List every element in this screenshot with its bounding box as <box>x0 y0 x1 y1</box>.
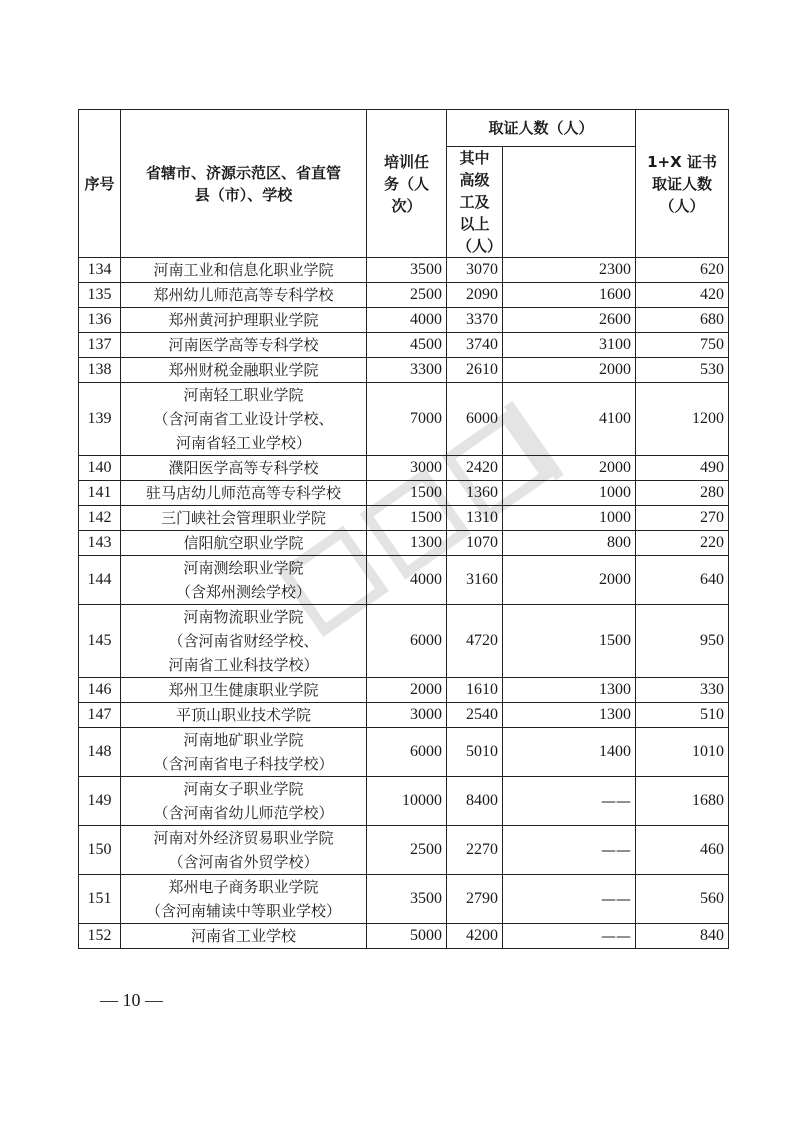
table-row <box>79 728 729 777</box>
row-certified-senior: 1000 <box>503 506 636 531</box>
row-school-name <box>121 556 367 605</box>
header-index: 序号 <box>79 110 121 258</box>
table-row <box>79 506 729 531</box>
row-1x-certified: 530 <box>636 358 729 383</box>
row-index: 136 <box>79 308 121 333</box>
row-training-task: 10000 <box>367 777 447 826</box>
table-row <box>79 678 729 703</box>
school-name-line: 郑州电子商务职业学院 <box>168 878 319 896</box>
row-school-name <box>121 333 367 358</box>
row-school-name <box>121 605 367 678</box>
school-name-line: 三门峡社会管理职业学院 <box>160 509 326 527</box>
row-certified-senior: —— <box>503 875 636 924</box>
school-name-line: 河南对外经济贸易职业学院 <box>153 829 334 847</box>
row-certified: 8400 <box>447 777 503 826</box>
table-row <box>79 333 729 358</box>
row-training-task: 6000 <box>367 728 447 777</box>
row-1x-certified: 510 <box>636 703 729 728</box>
row-certified: 1310 <box>447 506 503 531</box>
row-1x-certified: 1200 <box>636 383 729 456</box>
school-name-line: 河南轻工职业学院 <box>183 386 304 404</box>
row-certified: 2610 <box>447 358 503 383</box>
row-certified: 3070 <box>447 258 503 283</box>
row-1x-certified: 220 <box>636 531 729 556</box>
school-name-line: （含河南省电子科技学校） <box>153 755 334 773</box>
row-index: 137 <box>79 333 121 358</box>
row-training-task: 3500 <box>367 875 447 924</box>
header-1x-certified: 1+X 证书取证人数（人） <box>636 110 729 258</box>
row-certified-senior: 2600 <box>503 308 636 333</box>
row-certified: 3740 <box>447 333 503 358</box>
row-1x-certified: 460 <box>636 826 729 875</box>
row-certified: 6000 <box>447 383 503 456</box>
row-index: 139 <box>79 383 121 456</box>
header-training-task: 培训任务（人次） <box>367 110 447 258</box>
row-certified: 3160 <box>447 556 503 605</box>
row-1x-certified: 680 <box>636 308 729 333</box>
row-school-name <box>121 308 367 333</box>
row-index: 138 <box>79 358 121 383</box>
row-training-task: 4500 <box>367 333 447 358</box>
table-row <box>79 703 729 728</box>
row-training-task: 4000 <box>367 308 447 333</box>
header-school: 省辖市、济源示范区、省直管县（市）、学校 <box>121 110 367 258</box>
table-row <box>79 777 729 826</box>
row-training-task: 2000 <box>367 678 447 703</box>
row-certified-senior: —— <box>503 924 636 949</box>
row-index: 145 <box>79 605 121 678</box>
row-training-task: 7000 <box>367 383 447 456</box>
row-school-name <box>121 283 367 308</box>
school-name-line: 郑州卫生健康职业学院 <box>168 681 319 699</box>
row-training-task: 1300 <box>367 531 447 556</box>
row-index: 146 <box>79 678 121 703</box>
school-name-line: 濮阳医学高等专科学校 <box>168 459 319 477</box>
row-certified-senior: 2000 <box>503 556 636 605</box>
row-certified-senior: 1000 <box>503 481 636 506</box>
row-training-task: 3500 <box>367 258 447 283</box>
row-certified: 1070 <box>447 531 503 556</box>
school-name-line: （含河南省财经学校、 <box>168 632 319 650</box>
row-index: 149 <box>79 777 121 826</box>
row-index: 151 <box>79 875 121 924</box>
table-row <box>79 456 729 481</box>
row-certified-senior: 1400 <box>503 728 636 777</box>
row-certified: 5010 <box>447 728 503 777</box>
row-school-name <box>121 506 367 531</box>
row-school-name <box>121 875 367 924</box>
school-name-line: 河南省轻工业学校） <box>175 434 311 452</box>
row-certified-senior: 3100 <box>503 333 636 358</box>
school-name-line: 郑州黄河护理职业学院 <box>168 311 319 329</box>
row-certified-senior: 800 <box>503 531 636 556</box>
school-name-line: 平顶山职业技术学院 <box>175 706 311 724</box>
row-school-name <box>121 383 367 456</box>
table-row <box>79 605 729 678</box>
row-certified-senior: —— <box>503 777 636 826</box>
row-index: 142 <box>79 506 121 531</box>
school-name-line: （含河南省工业设计学校、 <box>153 410 334 428</box>
row-1x-certified: 490 <box>636 456 729 481</box>
header-certified-senior: 其中高级工及以上（人） <box>447 147 503 258</box>
row-school-name <box>121 481 367 506</box>
table-row <box>79 826 729 875</box>
row-index: 141 <box>79 481 121 506</box>
row-training-task: 5000 <box>367 924 447 949</box>
page-number: — 10 — <box>100 990 163 1010</box>
row-1x-certified: 560 <box>636 875 729 924</box>
row-1x-certified: 840 <box>636 924 729 949</box>
row-index: 148 <box>79 728 121 777</box>
table-row <box>79 875 729 924</box>
row-1x-certified: 270 <box>636 506 729 531</box>
table-row <box>79 358 729 383</box>
row-index: 152 <box>79 924 121 949</box>
row-certified-senior: 4100 <box>503 383 636 456</box>
row-certified: 2420 <box>447 456 503 481</box>
header-certified: 取证人数（人） <box>447 110 636 147</box>
data-table <box>78 109 729 949</box>
school-name-line: 河南物流职业学院 <box>183 608 304 626</box>
row-1x-certified: 330 <box>636 678 729 703</box>
row-1x-certified: 950 <box>636 605 729 678</box>
row-training-task: 1500 <box>367 506 447 531</box>
row-school-name <box>121 777 367 826</box>
row-index: 143 <box>79 531 121 556</box>
school-name-line: 河南工业和信息化职业学院 <box>153 261 334 279</box>
row-index: 144 <box>79 556 121 605</box>
row-index: 135 <box>79 283 121 308</box>
row-certified-senior: 2000 <box>503 456 636 481</box>
table-row <box>79 308 729 333</box>
row-1x-certified: 1680 <box>636 777 729 826</box>
school-name-line: 河南省工业科技学校） <box>168 656 319 674</box>
row-school-name <box>121 924 367 949</box>
row-index: 147 <box>79 703 121 728</box>
school-name-line: 河南女子职业学院 <box>183 780 304 798</box>
row-certified-senior: —— <box>503 826 636 875</box>
row-index: 134 <box>79 258 121 283</box>
row-certified-senior: 1300 <box>503 703 636 728</box>
school-name-line: （含河南省外贸学校） <box>168 853 319 871</box>
table-row <box>79 283 729 308</box>
school-name-line: 河南地矿职业学院 <box>183 731 304 749</box>
row-certified: 1360 <box>447 481 503 506</box>
row-school-name <box>121 258 367 283</box>
row-school-name <box>121 531 367 556</box>
row-1x-certified: 1010 <box>636 728 729 777</box>
row-index: 150 <box>79 826 121 875</box>
row-certified-senior: 1300 <box>503 678 636 703</box>
school-name-line: （含河南辅读中等职业学校） <box>145 902 341 920</box>
table-row <box>79 531 729 556</box>
school-name-line: 郑州幼儿师范高等专科学校 <box>153 286 334 304</box>
row-training-task: 2500 <box>367 826 447 875</box>
school-name-line: 河南省工业学校 <box>190 927 296 945</box>
row-1x-certified: 420 <box>636 283 729 308</box>
row-certified-senior: 2000 <box>503 358 636 383</box>
row-school-name <box>121 456 367 481</box>
row-index: 140 <box>79 456 121 481</box>
row-certified: 2790 <box>447 875 503 924</box>
row-1x-certified: 640 <box>636 556 729 605</box>
table-row <box>79 258 729 283</box>
row-certified: 3370 <box>447 308 503 333</box>
school-name-line: 河南测绘职业学院 <box>183 559 304 577</box>
row-training-task: 3000 <box>367 703 447 728</box>
row-training-task: 6000 <box>367 605 447 678</box>
row-certified: 4720 <box>447 605 503 678</box>
table-row <box>79 383 729 456</box>
table-row <box>79 556 729 605</box>
row-certified: 2540 <box>447 703 503 728</box>
row-school-name <box>121 728 367 777</box>
row-certified: 4200 <box>447 924 503 949</box>
row-certified: 2090 <box>447 283 503 308</box>
school-name-line: （含郑州测绘学校） <box>175 583 311 601</box>
row-1x-certified: 750 <box>636 333 729 358</box>
row-training-task: 4000 <box>367 556 447 605</box>
row-certified-senior: 1500 <box>503 605 636 678</box>
row-certified: 2270 <box>447 826 503 875</box>
row-school-name <box>121 826 367 875</box>
row-school-name <box>121 678 367 703</box>
row-training-task: 3000 <box>367 456 447 481</box>
table-row <box>79 924 729 949</box>
table-row <box>79 481 729 506</box>
school-name-line: （含河南省幼儿师范学校） <box>153 804 334 822</box>
school-name-line: 驻马店幼儿师范高等专科学校 <box>145 484 341 502</box>
row-certified: 1610 <box>447 678 503 703</box>
school-name-line: 河南医学高等专科学校 <box>168 336 319 354</box>
row-training-task: 3300 <box>367 358 447 383</box>
row-school-name <box>121 358 367 383</box>
row-1x-certified: 620 <box>636 258 729 283</box>
school-name-line: 信阳航空职业学院 <box>183 534 304 552</box>
table-body <box>79 258 729 949</box>
row-certified-senior: 2300 <box>503 258 636 283</box>
row-training-task: 1500 <box>367 481 447 506</box>
row-1x-certified: 280 <box>636 481 729 506</box>
row-certified-senior: 1600 <box>503 283 636 308</box>
row-school-name <box>121 703 367 728</box>
school-name-line: 郑州财税金融职业学院 <box>168 361 319 379</box>
row-training-task: 2500 <box>367 283 447 308</box>
